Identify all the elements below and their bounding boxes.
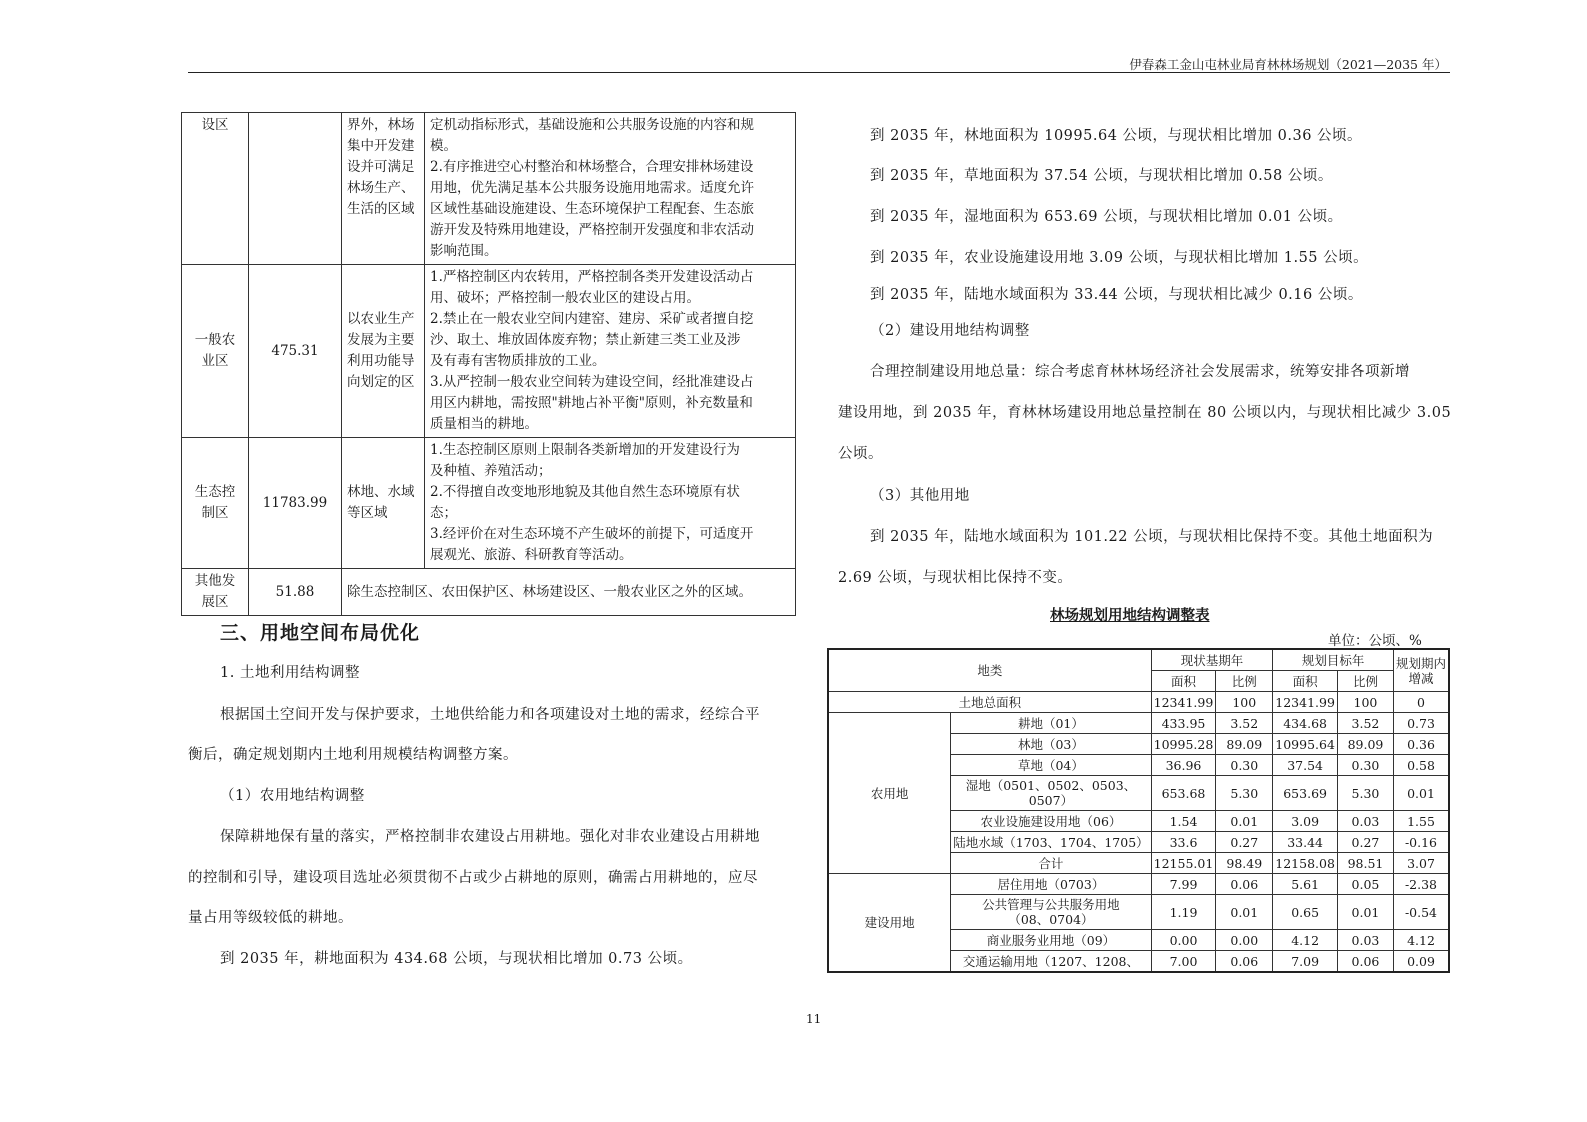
header-cell: 面积: [1273, 671, 1338, 692]
zone-name: 设区: [182, 113, 249, 265]
paragraph: 到 2035 年，陆地水域面积为 101.22 公顷，与现状相比保持不变。其他土地面积为: [870, 529, 1434, 545]
table-cell: 10995.64: [1273, 734, 1338, 755]
table-row: [828, 692, 1449, 713]
table-cell: 33.6: [1151, 832, 1216, 853]
paragraph: 到 2035 年，湿地面积为 653.69 公顷，与现状相比增加 0.01 公顷。: [870, 209, 1343, 225]
paragraph: 建设用地，到 2035 年，育林林场建设用地总量控制在 80 公顷以内，与现状相比减少 3.05: [838, 405, 1452, 421]
paragraph: 公顷。: [838, 446, 883, 462]
table-cell: 农业设施建设用地（06）: [951, 811, 1151, 832]
table-cell: 5.30: [1337, 776, 1393, 811]
header-cell: 比例: [1337, 671, 1393, 692]
paragraph: 的控制和引导，建设项目选址必须贯彻不占或少占耕地的原则，确需占用耕地的，应尽: [188, 870, 758, 886]
paragraph: 到 2035 年，草地面积为 37.54 公顷，与现状相比增加 0.58 公顷。: [870, 168, 1333, 184]
header-cell: 规划目标年: [1273, 649, 1394, 671]
table-cell: 0.00: [1151, 930, 1216, 951]
paragraph: 衡后，确定规划期内土地利用规模结构调整方案。: [188, 747, 518, 763]
table-cell: 5.30: [1216, 776, 1273, 811]
paragraph: 2.69 公顷，与现状相比保持不变。: [838, 570, 1073, 586]
table-cell: 98.51: [1337, 853, 1393, 874]
zone-rules: 1.生态控制区原则上限制各类新增加的开发建设行为 及种植、养殖活动； 2.不得擅自改变地形地貌及其他自然生态环境原有状 态； 3.经评价在对生态环境不产生破坏的前提下，可适度开 展观光、旅游、科研教育等活动。: [425, 438, 796, 569]
table-cell: 0.30: [1337, 755, 1393, 776]
zone-area: 11783.99: [249, 438, 342, 569]
table-header-row: [828, 649, 1449, 671]
paragraph: 到 2035 年，陆地水域面积为 33.44 公顷，与现状相比减少 0.16 公顷。: [870, 287, 1363, 303]
table-cell: 434.68: [1273, 713, 1338, 734]
table-cell: 7.00: [1151, 951, 1216, 973]
table-cell: 100: [1337, 692, 1393, 713]
table-cell: 10995.28: [1151, 734, 1216, 755]
table-cell: -0.54: [1393, 895, 1449, 930]
paragraph: 量占用等级较低的耕地。: [188, 910, 353, 926]
paragraph: 合理控制建设用地总量：综合考虑育林林场经济社会发展需求，统筹安排各项新增: [870, 364, 1410, 380]
table-row: [182, 113, 796, 265]
table-cell: 653.68: [1151, 776, 1216, 811]
land-structure-table: [827, 648, 1450, 973]
header-cell: 规划期内 增减: [1393, 649, 1449, 692]
header-cell: 现状基期年: [1151, 649, 1273, 671]
table-cell: 0.05: [1337, 874, 1393, 895]
table-cell: 合计: [951, 853, 1151, 874]
zone-rules: 定机动指标形式，基础设施和公共服务设施的内容和规 模。 2.有序推进空心村整治和林场整合，合理安排林场建设 用地，优先满足基本公共服务设施用地需求。适度允许 区域性基础设施建设、生态环境保护工程配套、生态旅 游开发及特殊用地建设，严格控制开发强度和非农活动 影响范围。: [425, 113, 796, 265]
table-title: 林场规划用地结构调整表: [1050, 607, 1210, 624]
table-cell: 3.52: [1337, 713, 1393, 734]
table-cell: 0.27: [1216, 832, 1273, 853]
section-title: 三、用地空间布局优化: [220, 622, 421, 644]
table-cell: 3.07: [1393, 853, 1449, 874]
zone-rules: 1.严格控制区内农转用，严格控制各类开发建设活动占 用、破坏；严格控制一般农业区的建设占用。 2.禁止在一般农业空间内建窑、建房、采矿或者擅自挖 沙、取土、堆放固体废弃物；禁止新建三类工业及涉 及有毒有害物质排放的工业。 3.从严控制一般农业空间转为建设空间，经批准建设占 用区内耕地，需按照"耕地占补平衡"原则，补充数量和 质量相当的耕地。: [425, 265, 796, 438]
table-cell: 4.12: [1393, 930, 1449, 951]
table-row: [828, 874, 1449, 895]
table-cell: 4.12: [1273, 930, 1338, 951]
table-cell: 7.09: [1273, 951, 1338, 973]
table-cell: 1.54: [1151, 811, 1216, 832]
table-cell: 433.95: [1151, 713, 1216, 734]
table-cell: 1.19: [1151, 895, 1216, 930]
table-cell: 公共管理与公共服务用地 （08、0704）: [951, 895, 1151, 930]
zone-name: 一般农 业区: [182, 265, 249, 438]
header-rule: [188, 72, 1450, 73]
subheading: （3）其他用地: [870, 488, 970, 504]
zone-area: [249, 113, 342, 265]
table-cell: 居住用地（0703）: [951, 874, 1151, 895]
table-cell: 12155.01: [1151, 853, 1216, 874]
table-cell: 5.61: [1273, 874, 1338, 895]
table-cell: 商业服务业用地（09）: [951, 930, 1151, 951]
table-cell: 12341.99: [1273, 692, 1338, 713]
zoning-table: [181, 112, 796, 616]
table-cell: 0: [1393, 692, 1449, 713]
table-cell: 0.06: [1216, 951, 1273, 973]
paragraph: 到 2035 年，林地面积为 10995.64 公顷，与现状相比增加 0.36 公顷。: [870, 128, 1363, 144]
table-row: [182, 438, 796, 569]
header-title: 伊春森工金山屯林业局育林林场规划（2021—2035 年）: [1129, 57, 1447, 72]
table-cell: 0.09: [1393, 951, 1449, 973]
table-cell: 0.01: [1393, 776, 1449, 811]
zone-rules: 除生态控制区、农田保护区、林场建设区、一般农业区之外的区域。: [342, 569, 796, 616]
header-cell: 比例: [1216, 671, 1273, 692]
table-cell: 0.65: [1273, 895, 1338, 930]
table-cell: 0.01: [1216, 811, 1273, 832]
table-cell: 交通运输用地（1207、1208、: [951, 951, 1151, 973]
table-cell: 12341.99: [1151, 692, 1216, 713]
table-cell: 0.58: [1393, 755, 1449, 776]
table-cell: 土地总面积: [828, 692, 1151, 713]
table-cell: 1.55: [1393, 811, 1449, 832]
table-cell: 3.52: [1216, 713, 1273, 734]
table-cell: 林地（03）: [951, 734, 1151, 755]
table-cell: 89.09: [1337, 734, 1393, 755]
group-cell: 建设用地: [828, 874, 951, 973]
table-cell: 0.36: [1393, 734, 1449, 755]
zone-name: 生态控 制区: [182, 438, 249, 569]
table-cell: 89.09: [1216, 734, 1273, 755]
table-cell: -0.16: [1393, 832, 1449, 853]
table-cell: 33.44: [1273, 832, 1338, 853]
header-cell: 地类: [828, 649, 1151, 692]
table-cell: 耕地（01）: [951, 713, 1151, 734]
group-cell: 农用地: [828, 713, 951, 874]
table-cell: 0.00: [1216, 930, 1273, 951]
table-cell: 0.06: [1216, 874, 1273, 895]
zone-area: 475.31: [249, 265, 342, 438]
table-row: [828, 713, 1449, 734]
paragraph: 根据国土空间开发与保护要求，土地供给能力和各项建设对土地的需求，经综合平: [220, 707, 760, 723]
zone-desc: 林地、水域 等区域: [342, 438, 425, 569]
zone-desc: 以农业生产 发展为主要 利用功能导 向划定的区: [342, 265, 425, 438]
table-cell: 0.30: [1216, 755, 1273, 776]
page-number: 11: [806, 1012, 822, 1026]
table-cell: 0.06: [1337, 951, 1393, 973]
table-cell: 0.73: [1393, 713, 1449, 734]
table-cell: 12158.08: [1273, 853, 1338, 874]
table-cell: 草地（04）: [951, 755, 1151, 776]
header-cell: 面积: [1151, 671, 1216, 692]
table-cell: 湿地（0501、0502、0503、 0507）: [951, 776, 1151, 811]
table-row: [182, 265, 796, 438]
table-cell: -2.38: [1393, 874, 1449, 895]
table-cell: 0.27: [1337, 832, 1393, 853]
table-unit: 单位：公顷、%: [1328, 633, 1422, 649]
paragraph: 到 2035 年，农业设施建设用地 3.09 公顷，与现状相比增加 1.55 公顷。: [870, 250, 1369, 266]
zone-area: 51.88: [249, 569, 342, 616]
table-row: [182, 569, 796, 616]
table-cell: 0.03: [1337, 930, 1393, 951]
table-cell: 陆地水域（1703、1704、1705）: [951, 832, 1151, 853]
table-cell: 7.99: [1151, 874, 1216, 895]
table-cell: 37.54: [1273, 755, 1338, 776]
subheading: （2）建设用地结构调整: [870, 323, 1030, 339]
table-cell: 0.01: [1216, 895, 1273, 930]
subheading: 1. 土地利用结构调整: [220, 665, 360, 681]
table-cell: 0.01: [1337, 895, 1393, 930]
table-cell: 98.49: [1216, 853, 1273, 874]
table-cell: 653.69: [1273, 776, 1338, 811]
zone-name: 其他发 展区: [182, 569, 249, 616]
table-cell: 36.96: [1151, 755, 1216, 776]
table-cell: 0.03: [1337, 811, 1393, 832]
table-cell: 3.09: [1273, 811, 1338, 832]
paragraph: 保障耕地保有量的落实，严格控制非农建设占用耕地。强化对非农业建设占用耕地: [220, 829, 760, 845]
paragraph: 到 2035 年，耕地面积为 434.68 公顷，与现状相比增加 0.73 公顷。: [220, 951, 693, 967]
zone-desc: 界外，林场 集中开发建 设并可满足 林场生产、 生活的区域: [342, 113, 425, 265]
table-cell: 100: [1216, 692, 1273, 713]
subheading: （1）农用地结构调整: [220, 788, 365, 804]
